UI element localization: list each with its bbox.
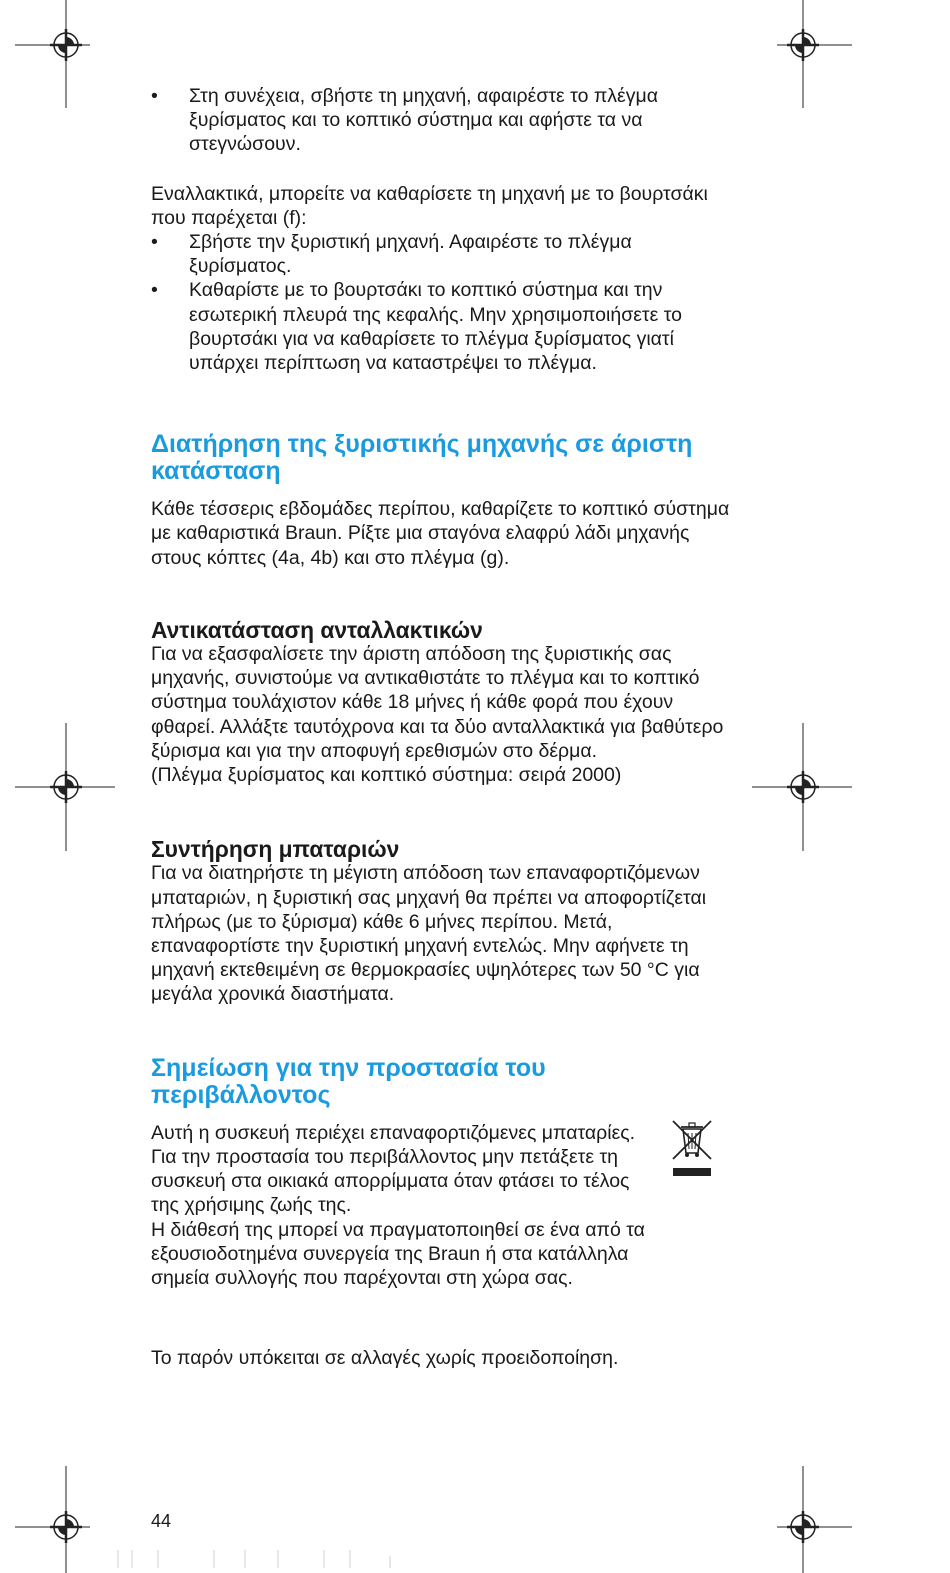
registration-mark-middle-right <box>752 723 852 823</box>
cleaning-list-1 <box>151 84 731 157</box>
bullet-marker: • <box>151 85 158 107</box>
environment-body-2: Η διάθεσή της μπορεί να πραγματοποιηθεί σε ένα από τα εξουσιοδοτημένα συνεργεία της Braun ή στα κατάλληλα σημεία συλλογής που παρέχονται στη χώρα σας. <box>151 1218 645 1289</box>
list-item-text: Καθαρίστε με το βουρτσάκι το κοπτικό σύστημα και την εσωτερική πλευρά της κεφαλής. Μην χρησιμοποιήσετε το βουρτσάκι για να καθαρίσετε το πλέγμα ξυρίσματος γιατί υπάρχει περίπτωση να καταστρέψει το πλέγμα. <box>189 279 683 375</box>
environment-section <box>151 1121 731 1290</box>
print-color-bar <box>110 1548 410 1568</box>
replacement-heading: Αντικατάσταση ανταλλακτικών <box>151 616 483 643</box>
page-number: 44 <box>151 1511 172 1531</box>
page-content <box>151 84 731 1370</box>
registration-mark-bottom-right <box>752 1466 852 1566</box>
battery-heading: Συντήρηση μπαταριών <box>151 836 400 863</box>
cleaning-list-2 <box>151 230 731 375</box>
environment-heading: Σημείωση για την προστασία του περιβάλλοντος <box>151 1053 546 1109</box>
registration-mark-top-right <box>752 0 852 100</box>
list-item <box>151 278 731 375</box>
maintenance-heading: Διατήρηση της ξυριστικής μηχανής σε άριστη κατάσταση <box>151 430 693 486</box>
bullet-marker: • <box>151 231 158 254</box>
list-item <box>151 84 731 157</box>
battery-body: Για να διατηρήστε τη μέγιστη απόδοση των επαναφορτιζόμενων μπαταριών, η ξυριστική σας μηχανή θα πρέπει να αποφορτίζεται πλήρως (με το ξύρισμα) κάθε 6 μήνες περίπου. Μετά, επαναφορτίστε την ξυριστική μηχανή εντελώς. Μην αφήνετε τη μηχανή εκτεθειμένη σε θερμοκρασίες υψηλότερες των 50 °C για μεγάλα χρονικά διαστήματα. <box>151 862 707 1006</box>
maintenance-body: Κάθε τέσσερις εβδομάδες περίπου, καθαρίζετε το κοπτικό σύστημα με καθαριστικά Braun. Ρίξτε μια σταγόνα ελαφρύ λάδι μηχανής στους κόπτες (4a, 4b) και στο πλέγμα (g). <box>151 498 730 569</box>
crossed-out-wheelie-bin-icon <box>671 1117 713 1177</box>
environment-body-1: Αυτή η συσκευή περιέχει επαναφορτιζόμενες μπαταρίες. Για την προστασία του περιβάλλοντος μην πετάξετε τη συσκευή στα οικιακά απορρίμματα όταν φτάσει το τέλος της χρήσιμης ζωής της. <box>151 1121 636 1217</box>
bullet-marker: • <box>151 279 158 302</box>
cleaning-intro: Εναλλακτικά, μπορείτε να καθαρίσετε τη μηχανή με το βουρτσάκι που παρέχεται (f): <box>151 182 708 229</box>
registration-mark-middle-left <box>15 723 115 823</box>
list-item <box>151 230 731 278</box>
registration-mark-bottom-left <box>15 1466 115 1566</box>
replacement-body: Για να εξασφαλίσετε την άριστη απόδοση της ξυριστικής σας μηχανής, συνιστούμε να αντικαθιστάτε το πλέγμα και το κοπτικό σύστημα τουλάχιστον κάθε 18 μήνες ή κάθε φορά που έχουν φθαρεί. Αλλάξτε ταυτόχρονα και τα δύο ανταλλακτικά για βαθύτερο ξύρισμα και για την αποφυγή ερεθισμών στο δέρμα. <box>151 643 724 762</box>
registration-mark-top-left <box>15 0 115 100</box>
list-item-text: Στη συνέχεια, σβήστε τη μηχανή, αφαιρέστε το πλέγμα ξυρίσματος και το κοπτικό σύστημα και αφήστε τα να στεγνώσουν. <box>189 85 659 156</box>
change-notice: Το παρόν υπόκειται σε αλλαγές χωρίς προειδοποίηση. <box>151 1347 619 1370</box>
replacement-parts: (Πλέγμα ξυρίσματος και κοπτικό σύστημα: σειρά 2000) <box>151 764 622 787</box>
list-item-text: Σβήστε την ξυριστική μηχανή. Αφαιρέστε το πλέγμα ξυρίσματος. <box>189 231 632 278</box>
